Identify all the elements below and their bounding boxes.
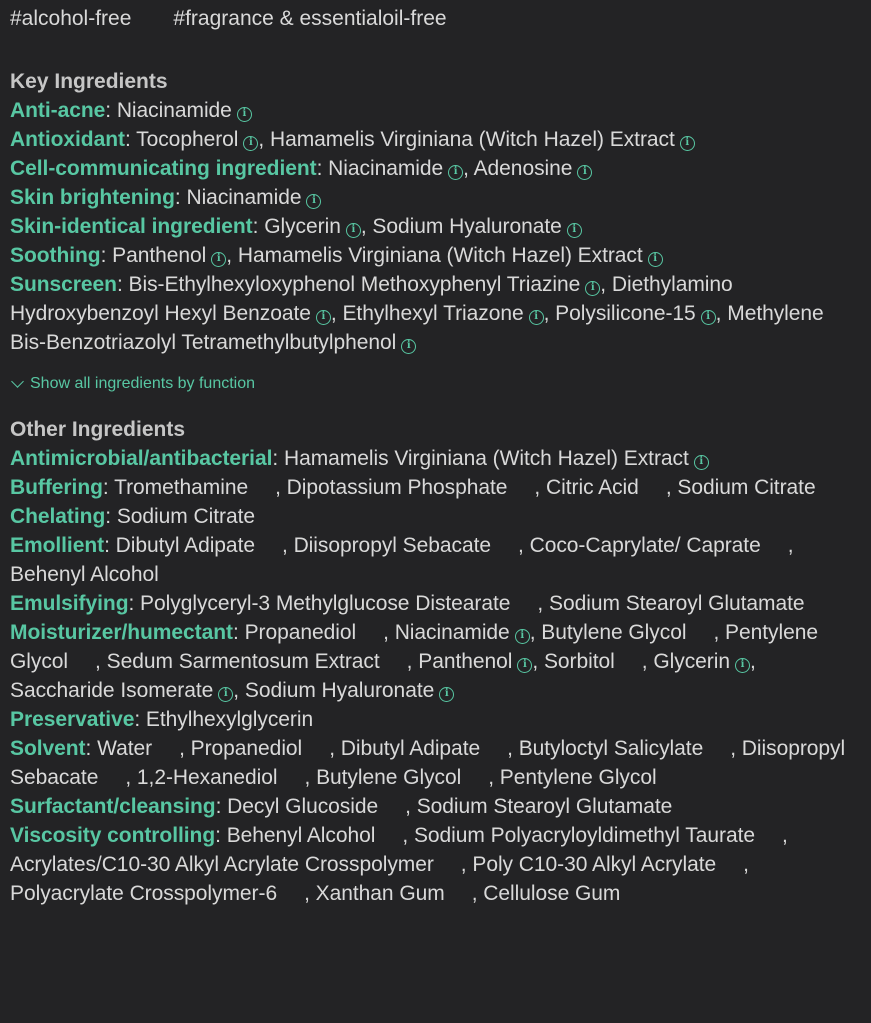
ingredient-name[interactable]: Dibutyl Adipate — [340, 737, 481, 760]
info-icon[interactable]: i — [694, 455, 709, 470]
ingredient-function-row: Sunscreen: Bis-Ethylhexyloxyphenol Methoxyphenyl Triazine i , Diethylamino Hydroxybenzoyl Hexyl Benzoate i , Ethylhexyl Triazone i , Polysilicone-15 i , Methylene Bis-Benzotriazolyl Tetramethylbutylphenol i — [10, 273, 824, 354]
function-label-sunscreen[interactable]: Sunscreen — [10, 273, 117, 296]
ingredient-name[interactable]: Bis-Ethylhexyloxyphenol Methoxyphenyl Triazine — [128, 273, 581, 296]
function-label-skin-identical-ingredient[interactable]: Skin-identical ingredient — [10, 215, 253, 238]
function-label-antioxidant[interactable]: Antioxidant — [10, 128, 125, 151]
ingredient-name[interactable]: Diethylamino Hydroxybenzoyl Hexyl Benzoate — [10, 273, 733, 325]
ingredient-function-row: Preservative: Ethylhexylglycerin — [10, 708, 314, 731]
function-label-emulsifying[interactable]: Emulsifying — [10, 592, 129, 615]
ingredient-name[interactable]: Tocopherol — [136, 128, 239, 151]
function-label-anti-acne[interactable]: Anti-acne — [10, 99, 106, 122]
other-ingredients-list — [10, 444, 861, 908]
ingredient-name[interactable]: Methylene Bis-Benzotriazolyl Tetramethylbutylphenol — [10, 302, 824, 354]
info-icon[interactable]: i — [243, 136, 258, 151]
ingredient-name[interactable]: Ethylhexyl Triazone — [342, 302, 524, 325]
info-icon[interactable]: i — [237, 107, 252, 122]
function-label-soothing[interactable]: Soothing — [10, 244, 101, 267]
ingredient-function-row: Emollient: Dibutyl Adipate , Diisopropyl Sebacate , Coco-Caprylate/ Caprate , Behenyl Alcohol — [10, 534, 794, 586]
show-all-label: Show all ingredients by function — [30, 375, 256, 392]
chevron-down-icon — [11, 375, 24, 388]
ingredient-name[interactable]: Sodium Hyaluronate — [372, 215, 562, 238]
ingredient-name[interactable]: Sodium Polyacryloyldimethyl Taurate — [413, 824, 755, 847]
function-label-moisturizer-humectant[interactable]: Moisturizer/humectant — [10, 621, 233, 644]
ingredient-function-row: Emulsifying: Polyglyceryl-3 Methylglucose Distearate , Sodium Stearoyl Glutamate — [10, 592, 805, 615]
function-label-surfactant-cleansing[interactable]: Surfactant/cleansing — [10, 795, 216, 818]
ingredient-name[interactable]: Butyloctyl Salicylate — [518, 737, 704, 760]
ingredient-name[interactable]: Poly C10-30 Alkyl Acrylate — [472, 853, 717, 876]
ingredient-name[interactable]: Polyglyceryl-3 Methylglucose Distearate — [140, 592, 511, 615]
ingredient-name[interactable]: Polyacrylate Crosspolymer-6 — [10, 882, 278, 905]
ingredient-name[interactable]: Butylene Glycol — [316, 766, 462, 789]
ingredient-name[interactable]: Propanediol — [244, 621, 357, 644]
ingredient-name[interactable]: Niacinamide — [328, 157, 444, 180]
ingredient-function-row: Skin brightening: Niacinamide i — [10, 183, 861, 212]
function-label-cell-communicating-ingredient[interactable]: Cell-communicating ingredient — [10, 157, 317, 180]
info-icon[interactable]: i — [346, 223, 361, 238]
info-icon[interactable]: i — [316, 310, 331, 325]
info-icon[interactable]: i — [517, 658, 532, 673]
ingredient-function-row: Buffering: Tromethamine , Dipotassium Phosphate , Citric Acid , Sodium Citrate — [10, 476, 816, 499]
ingredient-function-row: Surfactant/cleansing: Decyl Glucoside , Sodium Stearoyl Glutamate — [10, 795, 673, 818]
info-icon[interactable]: i — [448, 165, 463, 180]
info-icon[interactable]: i — [306, 194, 321, 209]
ingredient-name[interactable]: Sedum Sarmentosum Extract — [106, 650, 380, 673]
function-label-buffering[interactable]: Buffering — [10, 476, 103, 499]
ingredient-name[interactable]: Acrylates/C10-30 Alkyl Acrylate Crosspolymer — [10, 853, 434, 876]
tag-row — [10, 4, 861, 34]
ingredient-name[interactable]: Hamamelis Virginiana (Witch Hazel) Extract — [283, 447, 689, 470]
ingredient-function-row: Skin-identical ingredient: Glycerin i , Sodium Hyaluronate i — [10, 212, 861, 241]
ingredient-name[interactable]: Sodium Hyaluronate — [244, 679, 435, 702]
ingredient-function-row: Antimicrobial/antibacterial: Hamamelis Virginiana (Witch Hazel) Extract i — [10, 444, 861, 473]
ingredient-name[interactable]: Sodium Citrate — [116, 505, 256, 528]
ingredient-name[interactable]: Saccharide Isomerate — [10, 679, 214, 702]
key-ingredients-list — [10, 96, 861, 357]
function-label-emollient[interactable]: Emollient — [10, 534, 105, 557]
ingredient-name[interactable]: Panthenol — [418, 650, 513, 673]
info-icon[interactable]: i — [701, 310, 716, 325]
ingredient-name[interactable]: Dipotassium Phosphate — [286, 476, 508, 499]
ingredient-name[interactable]: Water — [97, 737, 153, 760]
ingredient-name[interactable]: Hamamelis Virginiana (Witch Hazel) Extract — [269, 128, 675, 151]
function-label-preservative[interactable]: Preservative — [10, 708, 135, 731]
ingredient-name[interactable]: Niacinamide — [186, 186, 302, 209]
function-label-solvent[interactable]: Solvent — [10, 737, 86, 760]
function-label-chelating[interactable]: Chelating — [10, 505, 106, 528]
info-icon[interactable]: i — [218, 687, 233, 702]
tag-alcohol-free[interactable]: #alcohol-free — [10, 7, 132, 30]
other-ingredients-title: Other Ingredients — [10, 418, 186, 441]
ingredient-name[interactable]: Sodium Stearoyl Glutamate — [416, 795, 673, 818]
ingredient-function-row: Viscosity controlling: Behenyl Alcohol , Sodium Polyacryloyldimethyl Taurate , Acrylates/C10-30 Alkyl Acrylate Crosspolymer , Poly C10-30 Alkyl Acrylate , Polyacrylate Crosspolymer-6 , Xanthan Gum , Cellulose Gum — [10, 824, 788, 905]
ingredient-name[interactable]: Tromethamine — [114, 476, 249, 499]
ingredient-name[interactable]: Niacinamide — [116, 99, 232, 122]
key-ingredients-title: Key Ingredients — [10, 70, 168, 93]
info-icon[interactable]: i — [529, 310, 544, 325]
ingredient-name[interactable]: Behenyl Alcohol — [226, 824, 376, 847]
info-icon[interactable]: i — [648, 252, 663, 267]
ingredient-name[interactable]: Ethylhexylglycerin — [145, 708, 314, 731]
ingredient-name[interactable]: Decyl Glucoside — [227, 795, 379, 818]
ingredient-name[interactable]: Sodium Stearoyl Glutamate — [549, 592, 805, 615]
ingredient-function-row: Moisturizer/humectant: Propanediol , Niacinamide i , Butylene Glycol , Pentylene Glycol , Sedum Sarmentosum Extract , Panthenol i , Sorbitol , Glycerin i , Saccharide Isomerate i , Sodium Hyaluronate i — [10, 621, 818, 702]
info-icon[interactable]: i — [211, 252, 226, 267]
ingredient-name[interactable]: Niacinamide — [394, 621, 510, 644]
info-icon[interactable]: i — [735, 658, 750, 673]
show-all-ingredients-toggle[interactable] — [10, 373, 861, 395]
ingredient-name[interactable]: Xanthan Gum — [315, 882, 445, 905]
ingredient-function-row: Cell-communicating ingredient: Niacinamide i , Adenosine i — [10, 154, 861, 183]
ingredient-function-row: Chelating: Sodium Citrate — [10, 505, 256, 528]
ingredient-name[interactable]: Cellulose Gum — [483, 882, 621, 905]
ingredient-name[interactable]: Pentylene Glycol — [499, 766, 657, 789]
ingredient-name[interactable]: Panthenol — [112, 244, 207, 267]
ingredient-name[interactable]: Polysilicone-15 — [555, 302, 696, 325]
ingredient-name[interactable]: Glycerin — [653, 650, 730, 673]
ingredient-function-row: Antioxidant: Tocopherol i , Hamamelis Virginiana (Witch Hazel) Extract i — [10, 125, 861, 154]
info-icon[interactable]: i — [515, 629, 530, 644]
tag-fragrance-free[interactable]: #fragrance & essentialoil-free — [173, 7, 447, 30]
function-label-viscosity-controlling[interactable]: Viscosity controlling — [10, 824, 216, 847]
function-label-antimicrobial-antibacterial[interactable]: Antimicrobial/antibacterial — [10, 447, 273, 470]
ingredient-name[interactable]: Behenyl Alcohol — [10, 563, 159, 586]
info-icon[interactable]: i — [585, 281, 600, 296]
info-icon[interactable]: i — [401, 339, 416, 354]
ingredient-name[interactable]: Glycerin — [264, 215, 341, 238]
info-icon[interactable]: i — [439, 687, 454, 702]
ingredient-name[interactable]: 1,2-Hexanediol — [136, 766, 278, 789]
ingredient-name[interactable]: Butylene Glycol — [541, 621, 687, 644]
ingredient-name[interactable]: Coco-Caprylate/ Caprate — [529, 534, 761, 557]
ingredient-name[interactable]: Propanediol — [190, 737, 303, 760]
ingredient-name[interactable]: Hamamelis Virginiana (Witch Hazel) Extract — [237, 244, 643, 267]
ingredient-name[interactable]: Diisopropyl Sebacate — [293, 534, 492, 557]
info-icon[interactable]: i — [567, 223, 582, 238]
ingredient-name[interactable]: Pentylene Glycol — [10, 621, 818, 673]
ingredient-name[interactable]: Dibutyl Adipate — [115, 534, 255, 557]
info-icon[interactable]: i — [680, 136, 695, 151]
ingredient-function-row: Soothing: Panthenol i , Hamamelis Virginiana (Witch Hazel) Extract i — [10, 241, 861, 270]
ingredient-name[interactable]: Sodium Citrate — [677, 476, 816, 499]
ingredient-name[interactable]: Diisopropyl Sebacate — [10, 737, 846, 789]
ingredient-function-row: Anti-acne: Niacinamide i — [10, 96, 861, 125]
ingredient-name[interactable]: Sorbitol — [543, 650, 615, 673]
ingredient-name[interactable]: Citric Acid — [546, 476, 639, 499]
ingredient-name[interactable]: Adenosine — [473, 157, 573, 180]
ingredient-function-row: Solvent: Water , Propanediol , Dibutyl Adipate , Butyloctyl Salicylate , Diisopropyl Sebacate , 1,2-Hexanediol , Butylene Glycol , Pentylene Glycol — [10, 737, 846, 789]
info-icon[interactable]: i — [577, 165, 592, 180]
function-label-skin-brightening[interactable]: Skin brightening — [10, 186, 175, 209]
